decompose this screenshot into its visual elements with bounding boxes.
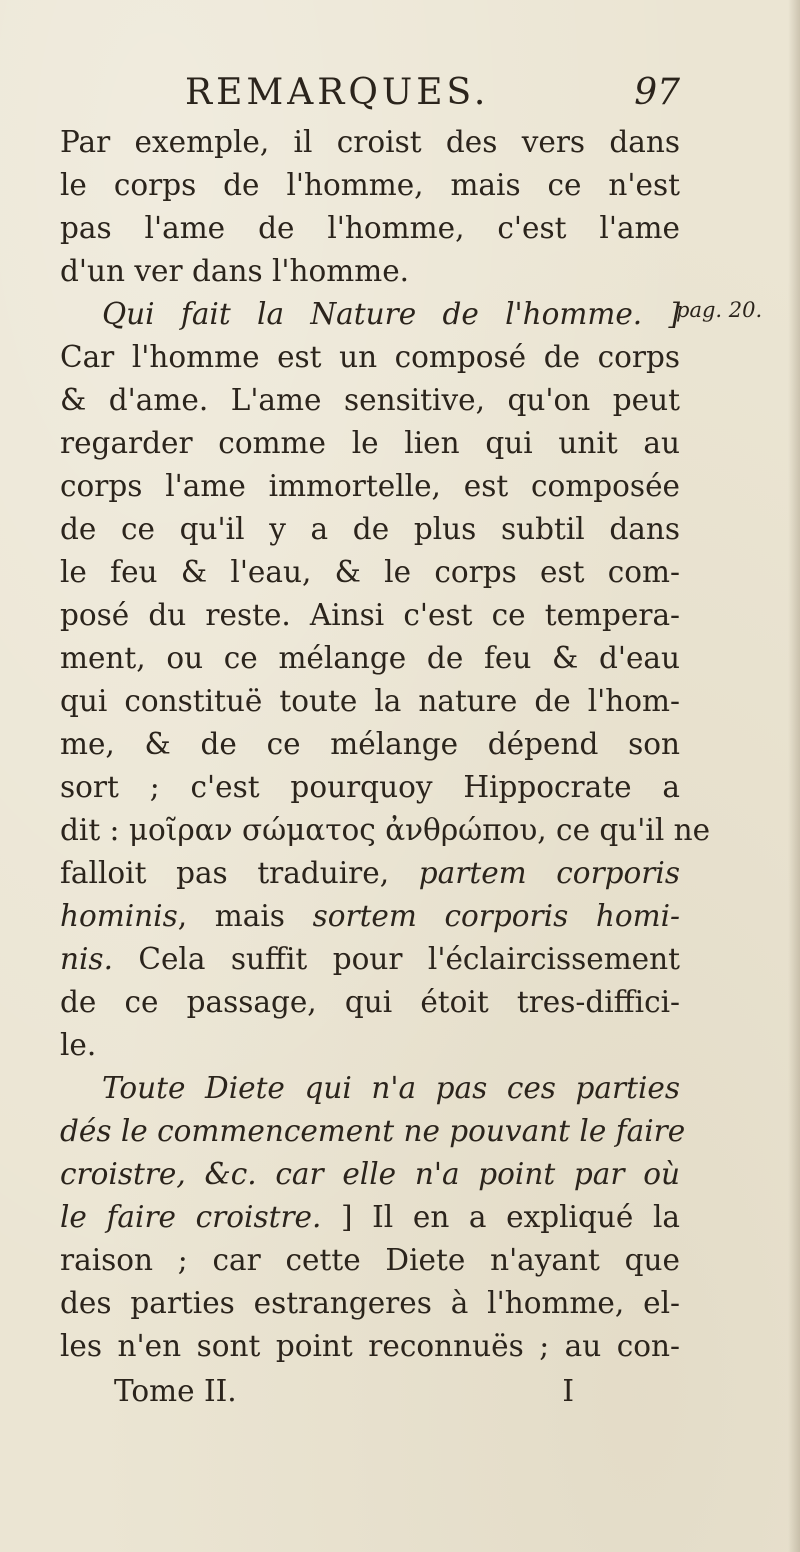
text-line	[60, 1196, 680, 1239]
text-line: d'un ver dans l'homme.	[60, 254, 410, 288]
text-line: Car l'homme est un composé de corps	[60, 340, 680, 374]
latin-phrase: nis.	[60, 942, 113, 976]
latin-phrase: hominis	[60, 899, 178, 933]
text-line: sort ; c'est pourquoy Hippocrate a	[60, 770, 680, 804]
lemma-line: Toute Diete qui n'a pas ces parties	[102, 1071, 680, 1105]
text-line: des parties estrangeres à l'homme, el-	[60, 1286, 680, 1320]
gathering-mark: I	[562, 1374, 574, 1408]
header-title: REMARQUES.	[185, 72, 490, 113]
text-line: Par exemple, il croist des vers dans	[60, 125, 680, 159]
latin-phrase: sortem corporis homi-	[312, 899, 680, 933]
text-line	[60, 852, 680, 895]
page-number: 97	[634, 72, 680, 113]
page-edge-shadow	[788, 0, 800, 1552]
text-line: le.	[60, 1028, 97, 1062]
text-line: le feu & l'eau, & le corps est com-	[60, 555, 680, 589]
text-line: qui constituë toute la nature de l'hom-	[60, 684, 680, 718]
lemma-line: croistre, &c. car elle n'a point par où	[60, 1157, 680, 1191]
running-header	[60, 72, 680, 122]
text-span: Cela suffit pour l'éclaircissement	[138, 942, 680, 976]
text-line	[60, 938, 680, 981]
text-span: falloit pas traduire,	[60, 856, 390, 890]
text-line: regarder comme le lien qui unit au	[60, 426, 680, 460]
text-line: corps l'ame immortelle, est composée	[60, 469, 680, 503]
lemma-line: dés le commencement ne pouvant le faire	[60, 1114, 686, 1148]
text-span: ] Il en a expliqué la	[341, 1200, 680, 1234]
text-line: posé du reste. Ainsi c'est ce tempera-	[60, 598, 680, 632]
margin-note: pag. 20.	[676, 298, 763, 322]
lemma-line: Qui fait la Nature de l'homme. ]	[102, 297, 680, 331]
text-line: de ce qu'il y a de plus subtil dans	[60, 512, 680, 546]
greek-quote-line: dit : μοῖραν σώματος ἀνθρώπου, ce qu'il ne	[60, 813, 711, 847]
text-line: les n'en sont point reconnuës ; au con-	[60, 1329, 680, 1363]
text-line: de ce passage, qui étoit tres-diffici-	[60, 985, 680, 1019]
latin-phrase: partem corporis	[418, 856, 680, 890]
text-line: le corps de l'homme, mais ce n'est	[60, 168, 680, 202]
text-line: & d'ame. L'ame sensitive, qu'on peut	[60, 383, 680, 417]
lemma-span: le faire croistre.	[60, 1200, 322, 1234]
text-line: ment, ou ce mélange de feu & d'eau	[60, 641, 680, 675]
page-footer	[114, 1374, 574, 1418]
text-line: me, & de ce mélange dépend son	[60, 727, 680, 761]
text-line: raison ; car cette Diete n'ayant que	[60, 1243, 680, 1277]
text-line	[60, 895, 680, 938]
body-text	[60, 121, 711, 1368]
volume-signature: Tome II.	[114, 1374, 237, 1408]
text-span: , mais	[177, 899, 285, 933]
text-line: pas l'ame de l'homme, c'est l'ame	[60, 211, 680, 245]
